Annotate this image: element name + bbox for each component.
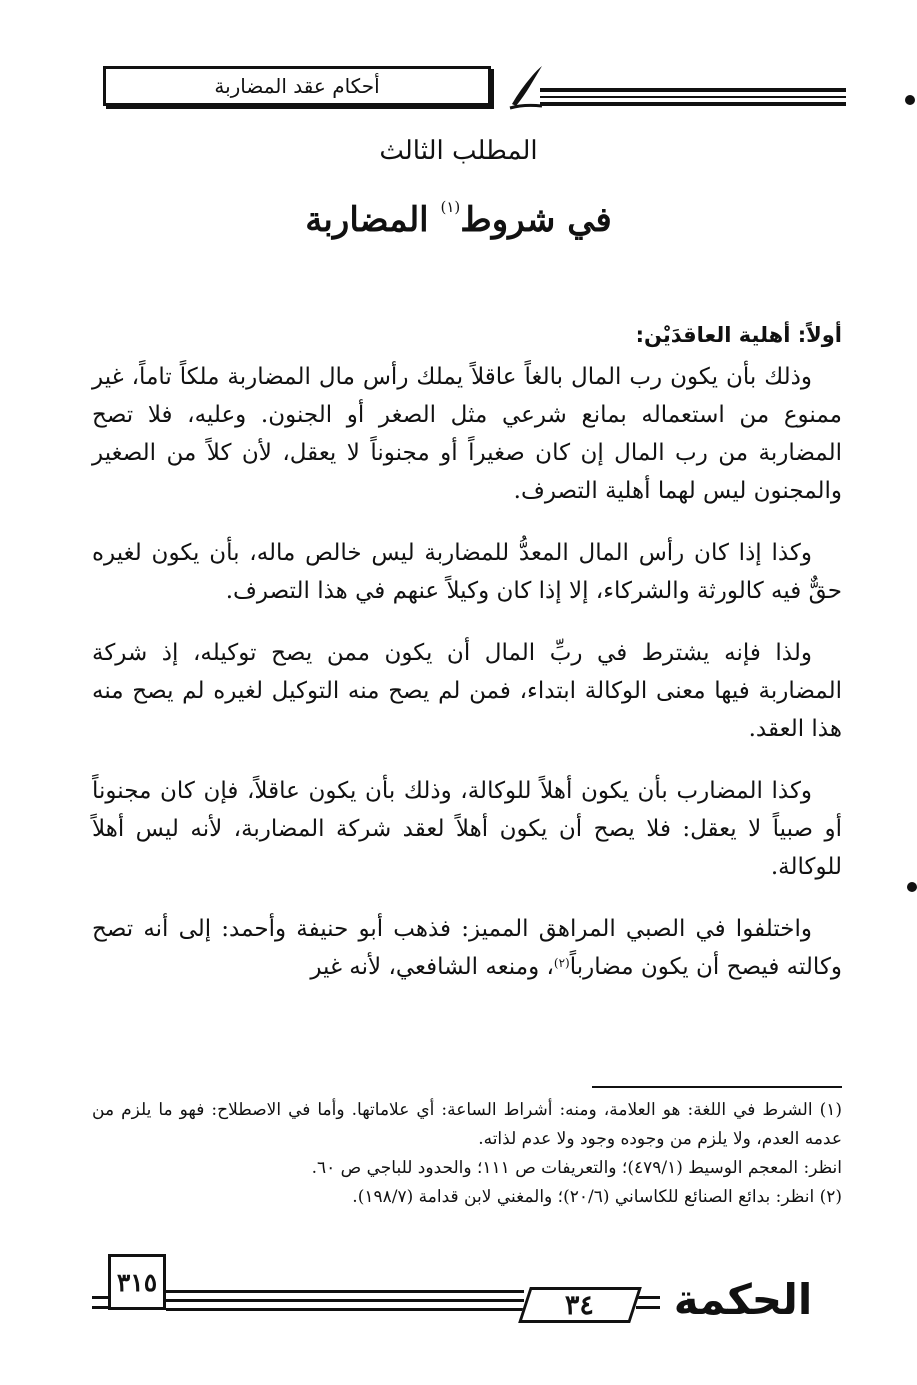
- footnote: انظر: المعجم الوسيط (٤٧٩/١)؛ والتعريفات ص ١١١؛ والحدود للباجي ص ٦٠.: [311, 1158, 842, 1178]
- issue-number-box: [518, 1287, 642, 1323]
- footer-rule: [166, 1308, 524, 1311]
- running-title: أحكام عقد المضاربة: [214, 74, 380, 98]
- sub-heading: أولاً: أهلية العاقدَيْن:: [635, 323, 842, 347]
- paragraph: وذلك بأن يكون رب المال بالغاً عاقلاً يملك رأس مال المضاربة ملكاً تاماً، غير ممنوع من استعماله بمانع شرعي مثل الصغر أو الجنون. وعليه، فلا تصح المضاربة من رب المال إن كان صغيراً أو مجنوناً لا يعقل، لأن كلاً من الصغير والمجنون ليس لهما أهلية التصرف.: [92, 364, 842, 504]
- margin-dot-icon: [907, 882, 917, 892]
- footer-rule: [636, 1296, 660, 1299]
- paragraph-text: واختلفوا في الصبي المراهق المميز: فذهب أبو حنيفة وأحمد: إلى أنه تصح وكالته فيصح أن يكون مضارباً: [92, 916, 842, 980]
- footnote-mark: (٢): [553, 956, 570, 970]
- footnote-separator: [592, 1086, 842, 1088]
- footnote: (٢) انظر: بدائع الصنائع للكاساني (٢٠/٦)؛ والمغني لابن قدامة (١٩٨/٧).: [352, 1187, 842, 1207]
- page-number: ٣١٥: [116, 1267, 158, 1297]
- footer-rule: [166, 1299, 524, 1302]
- margin-dot-icon: [905, 95, 915, 105]
- issue-number: ٣٤: [565, 1289, 595, 1321]
- footnote: (١) الشرط في اللغة: هو العلامة، ومنه: أشراط الساعة: أي علاماتها. وأما في الاصطلاح: فهو ما يلزم من عدمه العدم، ولا يلزم من وجوده وجود ولا عدم لذاته.: [92, 1100, 842, 1149]
- main-title-text-after: المضاربة: [305, 200, 429, 240]
- footer-rule: [636, 1306, 660, 1309]
- footer-rule: [92, 1296, 108, 1299]
- footer-rule: [92, 1306, 108, 1309]
- section-heading: المطلب الثالث: [379, 136, 538, 166]
- paragraph: [92, 910, 842, 986]
- header-rule: [540, 88, 846, 92]
- paragraph-text: ، ومنعه الشافعي، لأنه غير: [310, 954, 554, 980]
- page-number-box: [108, 1254, 166, 1310]
- footnote-mark: (١): [440, 198, 461, 216]
- paragraph: ولذا فإنه يشترط في ربِّ المال أن يكون ممن يصح توكيله، إذ شركة المضاربة فيها معنى الوكالة ابتداء، فمن لم يصح منه التوكيل لغيره لم يصح منه هذا العقد.: [92, 640, 842, 742]
- journal-logo: الحكمة: [673, 1275, 813, 1324]
- running-title-box: [103, 66, 491, 106]
- paragraph: وكذا إذا كان رأس المال المعدُّ للمضاربة ليس خالص ماله، بأن يكون لغيره حقٌّ فيه كالورثة والشركاء، إلا إذا كان وكيلاً عنهم في هذا التصرف.: [92, 540, 842, 604]
- body-text: [92, 316, 842, 986]
- footer-rule: [166, 1290, 524, 1293]
- main-title-text: في شروط: [460, 200, 612, 240]
- main-title: [0, 200, 917, 240]
- header-rule: [540, 96, 846, 98]
- header-rule: [540, 102, 846, 106]
- paragraph: وكذا المضارب بأن يكون أهلاً للوكالة، وذلك بأن يكون عاقلاً، فإن كان مجنوناً أو صبياً لا يعقل: فلا يصح أن يكون أهلاً لعقد شركة المضاربة، لأنه ليس أهلاً للوكالة.: [92, 778, 842, 880]
- footnotes: [92, 1096, 842, 1212]
